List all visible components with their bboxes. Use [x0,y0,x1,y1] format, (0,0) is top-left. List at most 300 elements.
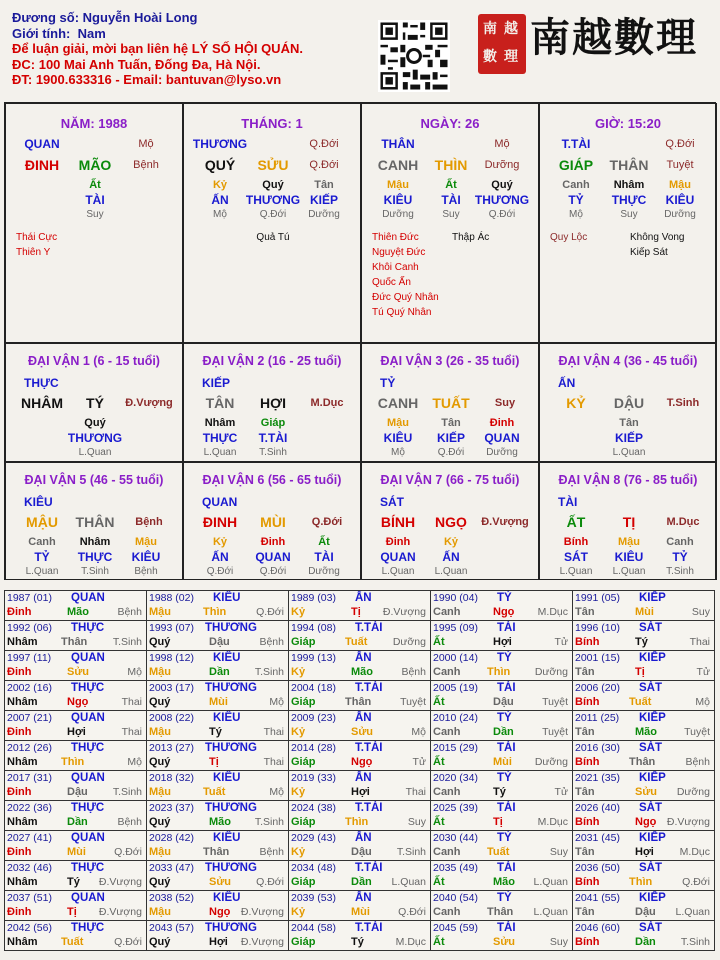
year-cell [146,740,289,771]
dai-van-ten-god: ẤN [558,376,576,390]
year-label: 1988 (02) [149,592,194,604]
year-state: L.Quan [533,906,568,918]
year-cell [288,890,431,921]
year-label: 2036 (50) [575,862,620,874]
dai-van-hidden-stem: Kỷ [212,536,228,548]
dai-van-hidden-ten-god: ẤN [211,550,229,564]
dai-van-hidden-state: L.Quan [381,566,415,577]
annual-luck-grid [4,590,716,952]
year-state: Tử [412,756,426,768]
year-stem: Ất [433,756,445,768]
year-label: 1998 (12) [149,652,194,664]
year-branch: Sửu [351,726,374,738]
year-stem: Bính [575,696,600,708]
year-state: Tuyệt [684,726,710,738]
year-label: 2019 (33) [291,772,336,784]
year-label: 2007 (21) [7,712,52,724]
year-label: 2040 (54) [433,892,478,904]
dai-van-hidden-state: Dưỡng [308,566,340,577]
year-branch: Ngọ [635,816,657,828]
dai-van-cell [361,462,539,580]
year-label: 1994 (08) [291,622,336,634]
year-cell [146,890,289,921]
dai-van-hidden-stem: Đinh [385,536,411,548]
year-cell [572,620,715,651]
dai-van-hidden-ten-god: KIÊU [614,550,644,564]
year-ten-god: QUAN [71,772,105,784]
year-stem: Tân [575,846,595,858]
year-stem: Kỷ [291,906,306,918]
year-stem: Nhâm [7,756,38,768]
hidden-state: Mộ [569,209,583,220]
dai-van-hidden-ten-god: QUAN [380,550,416,564]
year-stem: Giáp [291,816,316,828]
year-stem: Mậu [149,786,171,798]
year-stem: Canh [433,726,461,738]
year-branch: Mão [635,726,657,738]
year-ten-god: THỰC [71,862,105,874]
earthly-branch: THÌN [434,157,468,173]
year-ten-god: T.TÀI [355,742,383,754]
year-cell [288,740,431,771]
year-stem: Quý [149,936,171,948]
dai-van-hidden-state: L.Quan [434,566,468,577]
pillar-cell [361,103,539,343]
year-state: L.Quan [675,906,710,918]
year-branch: Mùi [635,606,654,618]
year-cell [288,770,431,801]
year-branch: Hợi [209,936,228,948]
year-ten-god: TÀI [497,682,516,694]
year-label: 2038 (52) [149,892,194,904]
year-stem: Quý [149,816,171,828]
year-cell [4,680,147,711]
year-cell [146,710,289,741]
year-ten-god: KIẾP [639,892,666,904]
year-state: L.Quan [533,876,568,888]
year-branch: Thân [61,636,88,648]
dai-van-hidden-ten-god: TỶ [672,550,688,564]
year-stem: Đinh [7,726,32,738]
hidden-stem: Ất [89,179,101,191]
year-branch: Ngọ [67,696,89,708]
year-stem: Tân [575,726,595,738]
year-ten-god: THỰC [71,742,105,754]
year-state: Dưỡng [534,666,568,678]
year-state: Bệnh [259,846,284,858]
year-ten-god: TÀI [497,802,516,814]
hidden-stem: Tân [314,179,334,191]
year-label: 1996 (10) [575,622,620,634]
address-line: ĐC: 100 Mai Anh Tuấn, Đống Đa, Hà Nội. [12,56,261,72]
dai-van-hidden-ten-god: TỶ [34,550,50,564]
year-branch: Sửu [209,876,232,888]
dai-van-cell [183,462,361,580]
dai-van-ten-god: QUAN [202,495,238,509]
dai-van-title: ĐẠI VẬN 1 (6 - 15 tuổi) [28,354,160,368]
pillar-ten-god: THƯƠNG [192,137,248,151]
year-ten-god: SÁT [639,622,662,634]
year-cell [146,800,289,831]
year-branch: Hợi [67,726,86,738]
dai-van-hidden-stem: Đinh [260,536,286,548]
year-state: Bệnh [117,816,142,828]
dai-van-stem: TÂN [205,395,235,411]
year-state: Mộ [695,696,710,708]
dai-van-branch: DẬU [613,395,645,411]
year-label: 2022 (36) [7,802,52,814]
dai-van-hidden-state: L.Quan [203,447,237,458]
year-label: 2042 (56) [7,922,52,934]
year-label: 2011 (25) [575,712,620,724]
dai-van-state: Q.Đới [311,516,343,528]
dai-van-title: ĐẠI VẬN 8 (76 - 85 tuổi) [558,473,698,487]
dai-van-cell [183,343,361,462]
year-state: Đ.Vượng [98,876,142,888]
hidden-state: Suy [86,209,104,220]
year-stem: Bính [575,816,600,828]
year-ten-god: KIẾP [639,652,666,664]
dai-van-hidden-ten-god: THỰC [77,550,113,564]
red-seal-stamp [478,14,526,74]
year-cell [288,830,431,861]
year-cell [4,710,147,741]
year-stem: Canh [433,906,461,918]
hidden-ten-god: KIÊU [665,193,695,207]
year-state: Tuyệt [542,696,568,708]
dai-van-ten-god: KIẾP [202,376,231,390]
spirit-star: Quy Lộc [550,232,588,243]
year-label: 1987 (01) [7,592,52,604]
year-cell [288,860,431,891]
heavenly-stem: GIÁP [558,157,594,173]
year-stem: Tân [575,786,595,798]
pillar-ten-god: QUAN [24,137,60,151]
year-state: T.Sinh [254,816,284,828]
hidden-ten-god: THƯƠNG [245,193,301,207]
year-branch: Thân [203,846,230,858]
year-state: Thai [121,726,142,738]
dai-van-hidden-ten-god: THỰC [202,431,238,445]
year-cell [4,890,147,921]
year-state: M.Dục [537,606,568,618]
branch-state: Tuyệt [666,159,694,171]
year-branch: Thân [629,756,656,768]
year-stem: Nhâm [7,936,38,948]
year-stem: Nhâm [7,876,38,888]
year-cell [4,920,147,951]
year-cell [430,920,573,951]
year-stem: Quý [149,876,171,888]
year-cell [430,680,573,711]
pillar-stem-state: Q.Đới [309,138,339,150]
owner-name-line [12,10,303,26]
year-stem: Nhâm [7,636,38,648]
year-ten-god: TỶ [497,772,512,784]
year-branch: Hợi [635,846,654,858]
pillar-cell [183,103,361,343]
year-state: Đ.Vượng [666,816,710,828]
year-ten-god: QUAN [71,892,105,904]
year-cell [288,620,431,651]
year-cell [572,920,715,951]
dai-van-hidden-state: Q.Đới [206,566,234,577]
year-branch: Thìn [61,756,85,768]
year-stem: Mậu [149,906,171,918]
year-stem: Đinh [7,606,32,618]
dai-van-hidden-stem: Nhâm [204,417,236,429]
year-cell [4,770,147,801]
year-state: Thai [405,786,426,798]
dai-van-hidden-stem: Đinh [489,417,515,429]
year-label: 2025 (39) [433,802,478,814]
year-ten-god: ẤN [355,832,372,844]
year-state: Mộ [411,726,426,738]
year-branch: Ngọ [351,756,373,768]
year-state: Dưỡng [534,756,568,768]
year-label: 2014 (28) [291,742,336,754]
year-state: Dưỡng [676,786,710,798]
dai-van-cell [5,343,183,462]
year-state: Bệnh [259,636,284,648]
year-cell [430,800,573,831]
dai-van-state: T.Sinh [666,397,700,409]
year-label: 2045 (59) [433,922,478,934]
dai-van-hidden-state: Q.Đới [259,566,287,577]
dai-van-branch: TUẤT [432,395,470,411]
brand-calligraphy: 南越數理 [530,14,698,61]
dai-van-branch: TÝ [86,395,104,411]
year-branch: Mão [67,606,89,618]
year-label: 2028 (42) [149,832,194,844]
year-cell [146,620,289,651]
year-label: 2035 (49) [433,862,478,874]
dai-van-branch: MÙI [260,514,286,530]
year-label: 2024 (38) [291,802,336,814]
year-ten-god: KIÊU [213,892,241,904]
year-branch: Dậu [635,906,656,918]
year-ten-god: SÁT [639,862,662,874]
year-cell [572,860,715,891]
year-state: Suy [407,816,426,828]
year-ten-god: THỰC [71,682,105,694]
year-state: Thai [121,696,142,708]
year-branch: Thân [487,906,514,918]
year-branch: Tị [67,906,77,918]
year-label: 2003 (17) [149,682,194,694]
spirit-star: Quả Tú [256,232,290,243]
year-ten-god: THƯƠNG [205,922,257,934]
year-label: 1990 (04) [433,592,478,604]
year-ten-god: ẤN [355,712,372,724]
year-state: Suy [691,606,710,618]
year-label: 1992 (06) [7,622,52,634]
dai-van-hidden-state: L.Quan [25,566,59,577]
year-stem: Ất [433,876,445,888]
pillar-title: GIỜ: 15:20 [594,116,661,131]
year-state: Đ.Vượng [240,906,284,918]
dai-van-ten-god: TỶ [380,376,396,390]
year-cell [146,770,289,801]
year-ten-god: TỶ [497,832,512,844]
year-label: 2020 (34) [433,772,478,784]
year-state: Đ.Vượng [240,936,284,948]
seal-char-2: 越 [504,21,518,37]
dai-van-ten-god: KIÊU [24,495,53,509]
year-state: M.Dục [679,846,710,858]
dai-van-title: ĐẠI VẬN 6 (56 - 65 tuổi) [202,473,342,487]
year-ten-god: THƯƠNG [205,862,257,874]
year-state: Tuyệt [542,726,568,738]
year-state: Q.Đới [114,846,142,858]
spirit-star: Không Vong [630,232,685,243]
year-branch: Tý [493,786,506,798]
year-state: T.Sinh [396,846,426,858]
year-stem: Ất [433,936,445,948]
year-ten-god: THỰC [71,922,105,934]
year-state: M.Dục [395,936,426,948]
year-label: 2032 (46) [7,862,52,874]
hidden-stem: Quý [491,179,513,191]
pillar-title: NĂM: 1988 [60,116,128,131]
year-stem: Giáp [291,936,316,948]
dai-van-branch: HỢI [260,395,286,411]
year-state: Q.Đới [114,936,142,948]
year-cell [572,800,715,831]
seal-char-4: 理 [504,49,518,65]
hidden-ten-god: KIẾP [309,193,339,207]
year-branch: Tị [635,666,645,678]
year-branch: Tý [67,876,80,888]
hidden-state: Dưỡng [308,209,340,220]
dai-van-cell [5,462,183,580]
year-ten-god: THƯƠNG [205,622,257,634]
seal-char-1: 南 [483,21,497,37]
dai-van-ten-god: THỰC [24,376,59,390]
four-pillars-chart [4,102,716,580]
year-stem: Giáp [291,876,316,888]
seal-char-3: 數 [483,49,497,65]
year-branch: Dần [351,876,372,888]
dai-van-branch: TỊ [622,514,636,530]
hidden-stem: Mậu [387,179,409,191]
year-stem: Mậu [149,606,171,618]
year-ten-god: KIẾP [639,592,666,604]
year-label: 2039 (53) [291,892,336,904]
dai-van-stem: BÍNH [380,514,416,530]
year-ten-god: TÀI [497,922,516,934]
year-branch: Thìn [203,606,227,618]
year-label: 2005 (19) [433,682,478,694]
year-ten-god: SÁT [639,802,662,814]
year-stem: Canh [433,606,461,618]
owner-name: Nguyễn Hoài Long [82,10,198,25]
year-cell [288,650,431,681]
year-state: Suy [549,936,568,948]
year-branch: Tị [209,756,219,768]
year-stem: Giáp [291,696,316,708]
dai-van-hidden-ten-god: KIẾP [436,431,466,445]
qr-code-icon[interactable] [378,20,450,92]
year-stem: Canh [433,786,461,798]
spirit-star: Thiên Đức [372,232,419,243]
year-stem: Quý [149,756,171,768]
year-cell [146,860,289,891]
year-state: Bệnh [117,606,142,618]
year-stem: Kỷ [291,726,306,738]
year-stem: Tân [575,606,595,618]
year-ten-god: KIÊU [213,712,241,724]
spirit-star: Thập Ác [452,232,490,243]
year-ten-god: TỶ [497,652,512,664]
hidden-stem: Kỷ [212,179,228,191]
dai-van-branch: NGỌ [435,514,467,530]
year-label: 2000 (14) [433,652,478,664]
earthly-branch: THÂN [609,157,649,173]
dai-van-stem: KỶ [566,395,586,411]
year-state: T.Sinh [112,786,142,798]
year-ten-god: ẤN [355,892,372,904]
dai-van-hidden-state: L.Quan [612,566,646,577]
spirit-star: Tú Quý Nhân [372,307,432,318]
dai-van-stem: NHÂM [21,395,63,411]
year-ten-god: TÀI [497,862,516,874]
year-stem: Kỷ [291,606,306,618]
year-stem: Quý [149,636,171,648]
dai-van-hidden-ten-god: ẤN [442,550,460,564]
year-label: 2001 (15) [575,652,620,664]
year-branch: Mùi [351,906,370,918]
year-ten-god: SÁT [639,682,662,694]
year-branch: Ngọ [493,606,515,618]
spirit-star: Đức Quý Nhân [372,292,439,303]
year-ten-god: THỰC [71,802,105,814]
pillar-title: NGÀY: 26 [420,116,480,131]
year-stem: Nhâm [7,816,38,828]
year-ten-god: KIẾP [639,772,666,784]
pillar-cell [539,103,717,343]
hidden-ten-god: TÀI [441,193,461,207]
year-label: 2037 (51) [7,892,52,904]
hidden-ten-god: TÀI [85,193,105,207]
year-label: 2029 (43) [291,832,336,844]
heavenly-stem: ĐINH [24,157,60,173]
year-cell [146,920,289,951]
pillar-ten-god: T.TÀI [561,137,591,151]
dai-van-state: M.Dục [666,516,700,528]
year-branch: Tị [493,816,503,828]
year-label: 2015 (29) [433,742,478,754]
year-ten-god: KIẾP [639,832,666,844]
dai-van-state: Đ.Vượng [481,516,529,528]
dai-van-title: ĐẠI VẬN 7 (66 - 75 tuổi) [380,473,520,487]
year-state: Mộ [269,696,284,708]
year-cell [4,620,147,651]
year-branch: Mùi [209,696,228,708]
spirit-star: Thái Cực [16,232,58,243]
year-state: Tử [554,636,568,648]
year-stem: Giáp [291,756,316,768]
contact-line: Để luận giải, mời bạn liên hệ LÝ SỐ HỘI QUÁN. [12,41,303,56]
dai-van-hidden-ten-god: QUAN [484,431,520,445]
year-ten-god: TỶ [497,592,512,604]
year-label: 2034 (48) [291,862,336,874]
spirit-star: Nguyệt Đức [372,247,426,258]
year-stem: Kỷ [291,786,306,798]
gender-label: Giới tính: [12,25,71,41]
dai-van-stem: CANH [377,395,419,411]
year-state: Tuyệt [400,696,426,708]
